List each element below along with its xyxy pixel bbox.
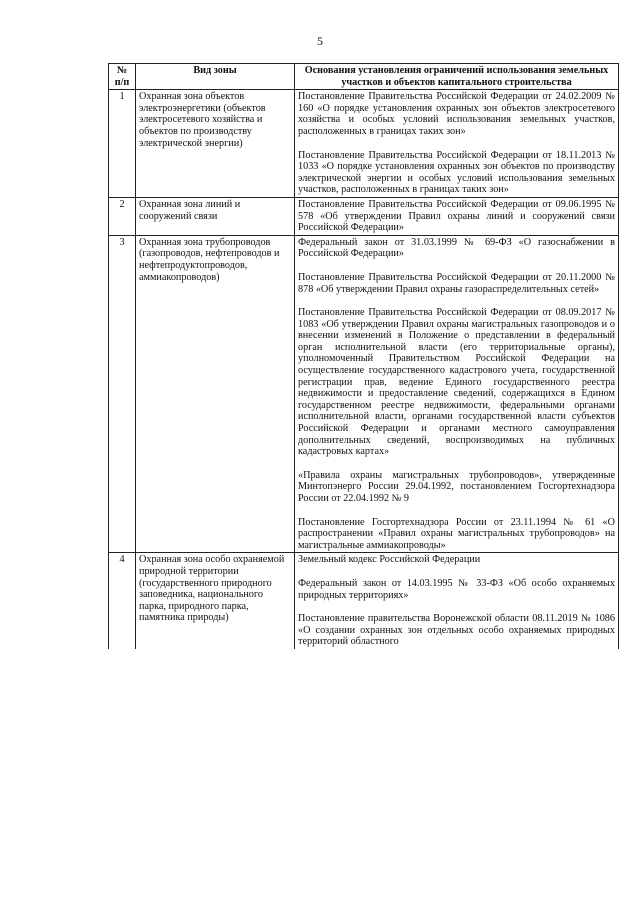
basis-paragraph: Земельный кодекс Российской Федерации bbox=[298, 554, 481, 566]
table-row bbox=[109, 553, 619, 649]
basis-cell bbox=[295, 553, 619, 649]
basis-paragraph: «Правила охраны магистральных трубопроводов», утвержденные Минтопэнерго России 29.04.1992, постановлением Госгортехнадзора России от 22.04.1992 № 9 bbox=[298, 469, 615, 504]
basis-paragraph: Постановление Правительства Российской Федерации от 09.06.1995 № 578 «Об утверждении Правил охраны линий и сооружений связи Российской Федерации» bbox=[298, 198, 615, 234]
row-number: 3 bbox=[109, 235, 136, 553]
zone-type: Охранная зона трубопроводов (газопроводов, нефтепроводов и нефтепродуктопроводов, аммиакопроводов) bbox=[136, 235, 295, 553]
zone-type: Охранная зона линий и сооружений связи bbox=[136, 197, 295, 235]
table-row bbox=[109, 90, 619, 198]
basis-paragraph: Постановление Правительства Российской Федерации от 24.02.2009 № 160 «О порядке установления охранных зон объектов электросетевого хозяйства и особых условий использования земельных участков, расположенных в границах таких зон» bbox=[298, 91, 615, 137]
table-header-row bbox=[109, 64, 619, 90]
row-number: 4 bbox=[109, 553, 136, 649]
basis-cell bbox=[295, 235, 619, 553]
basis-paragraph: Федеральный закон от 31.03.1999 № 69-ФЗ «О газоснабжении в Российской Федерации» bbox=[298, 236, 615, 260]
basis-paragraph: Постановление правительства Воронежской области 08.11.2019 № 1086 «О создании охранных зон отдельных особо охраняемых природных территорий областного bbox=[298, 613, 615, 648]
header-zone: Вид зоны bbox=[136, 64, 295, 90]
basis-paragraph: Постановление Госгортехнадзора России от 23.11.1994 № 61 «О распространении «Правил охраны магистральных трубопроводов» на магистральные аммиакопроводы» bbox=[298, 516, 615, 551]
page-number: 5 bbox=[317, 34, 323, 48]
basis-cell bbox=[295, 90, 619, 198]
basis-paragraph: Постановление Правительства Российской Федерации от 20.11.2000 № 878 «Об утверждении Правил охраны газораспределительных сетей» bbox=[298, 271, 615, 295]
header-num: № п/п bbox=[109, 64, 136, 90]
table-row bbox=[109, 235, 619, 553]
header-basis: Основания установления ограничений использования земельных участков и объектов капитального строительства bbox=[295, 64, 619, 90]
basis-paragraph: Постановление Правительства Российской Федерации от 08.09.2017 № 1083 «Об утверждении Правил охраны магистральных газопроводов и о внесении изменений в Положение о представлении в федеральный орган исполнительной власти (его территориальные органы), уполномоченный Правительством Российской Федерации на осуществление государственного кадастрового учета, государственной регистрации прав, ведение Единого государственного реестра недвижимости и предоставление сведений, содержащихся в Едином государственном реестре недвижимости, федеральными органами исполнительной власти, органами государственной власти субъектов Российской Федерации и органами местного самоуправления дополнительных сведений, воспроизводимых на публичных кадастровых картах» bbox=[298, 307, 615, 458]
table-row bbox=[109, 197, 619, 235]
row-number: 1 bbox=[109, 90, 136, 198]
zone-type: Охранная зона особо охраняемой природной территории (государственного природного заповедника, национального парка, природного парка, памятника природы) bbox=[136, 553, 295, 649]
basis-cell bbox=[295, 197, 619, 235]
row-number: 2 bbox=[109, 197, 136, 235]
basis-paragraph: Федеральный закон от 14.03.1995 № 33-ФЗ «Об особо охраняемых природных территориях» bbox=[298, 577, 615, 601]
zone-type: Охранная зона объектов электроэнергетики (объектов электросетевого хозяйства и объектов по производству электрической энергии) bbox=[136, 90, 295, 198]
restrictions-table bbox=[108, 63, 619, 649]
basis-paragraph: Постановление Правительства Российской Федерации от 18.11.2013 № 1033 «О порядке установления охранных зон объектов по производству электрической энергии и особых условий использования земельных участков, расположенных в границах таких зон» bbox=[298, 149, 615, 196]
